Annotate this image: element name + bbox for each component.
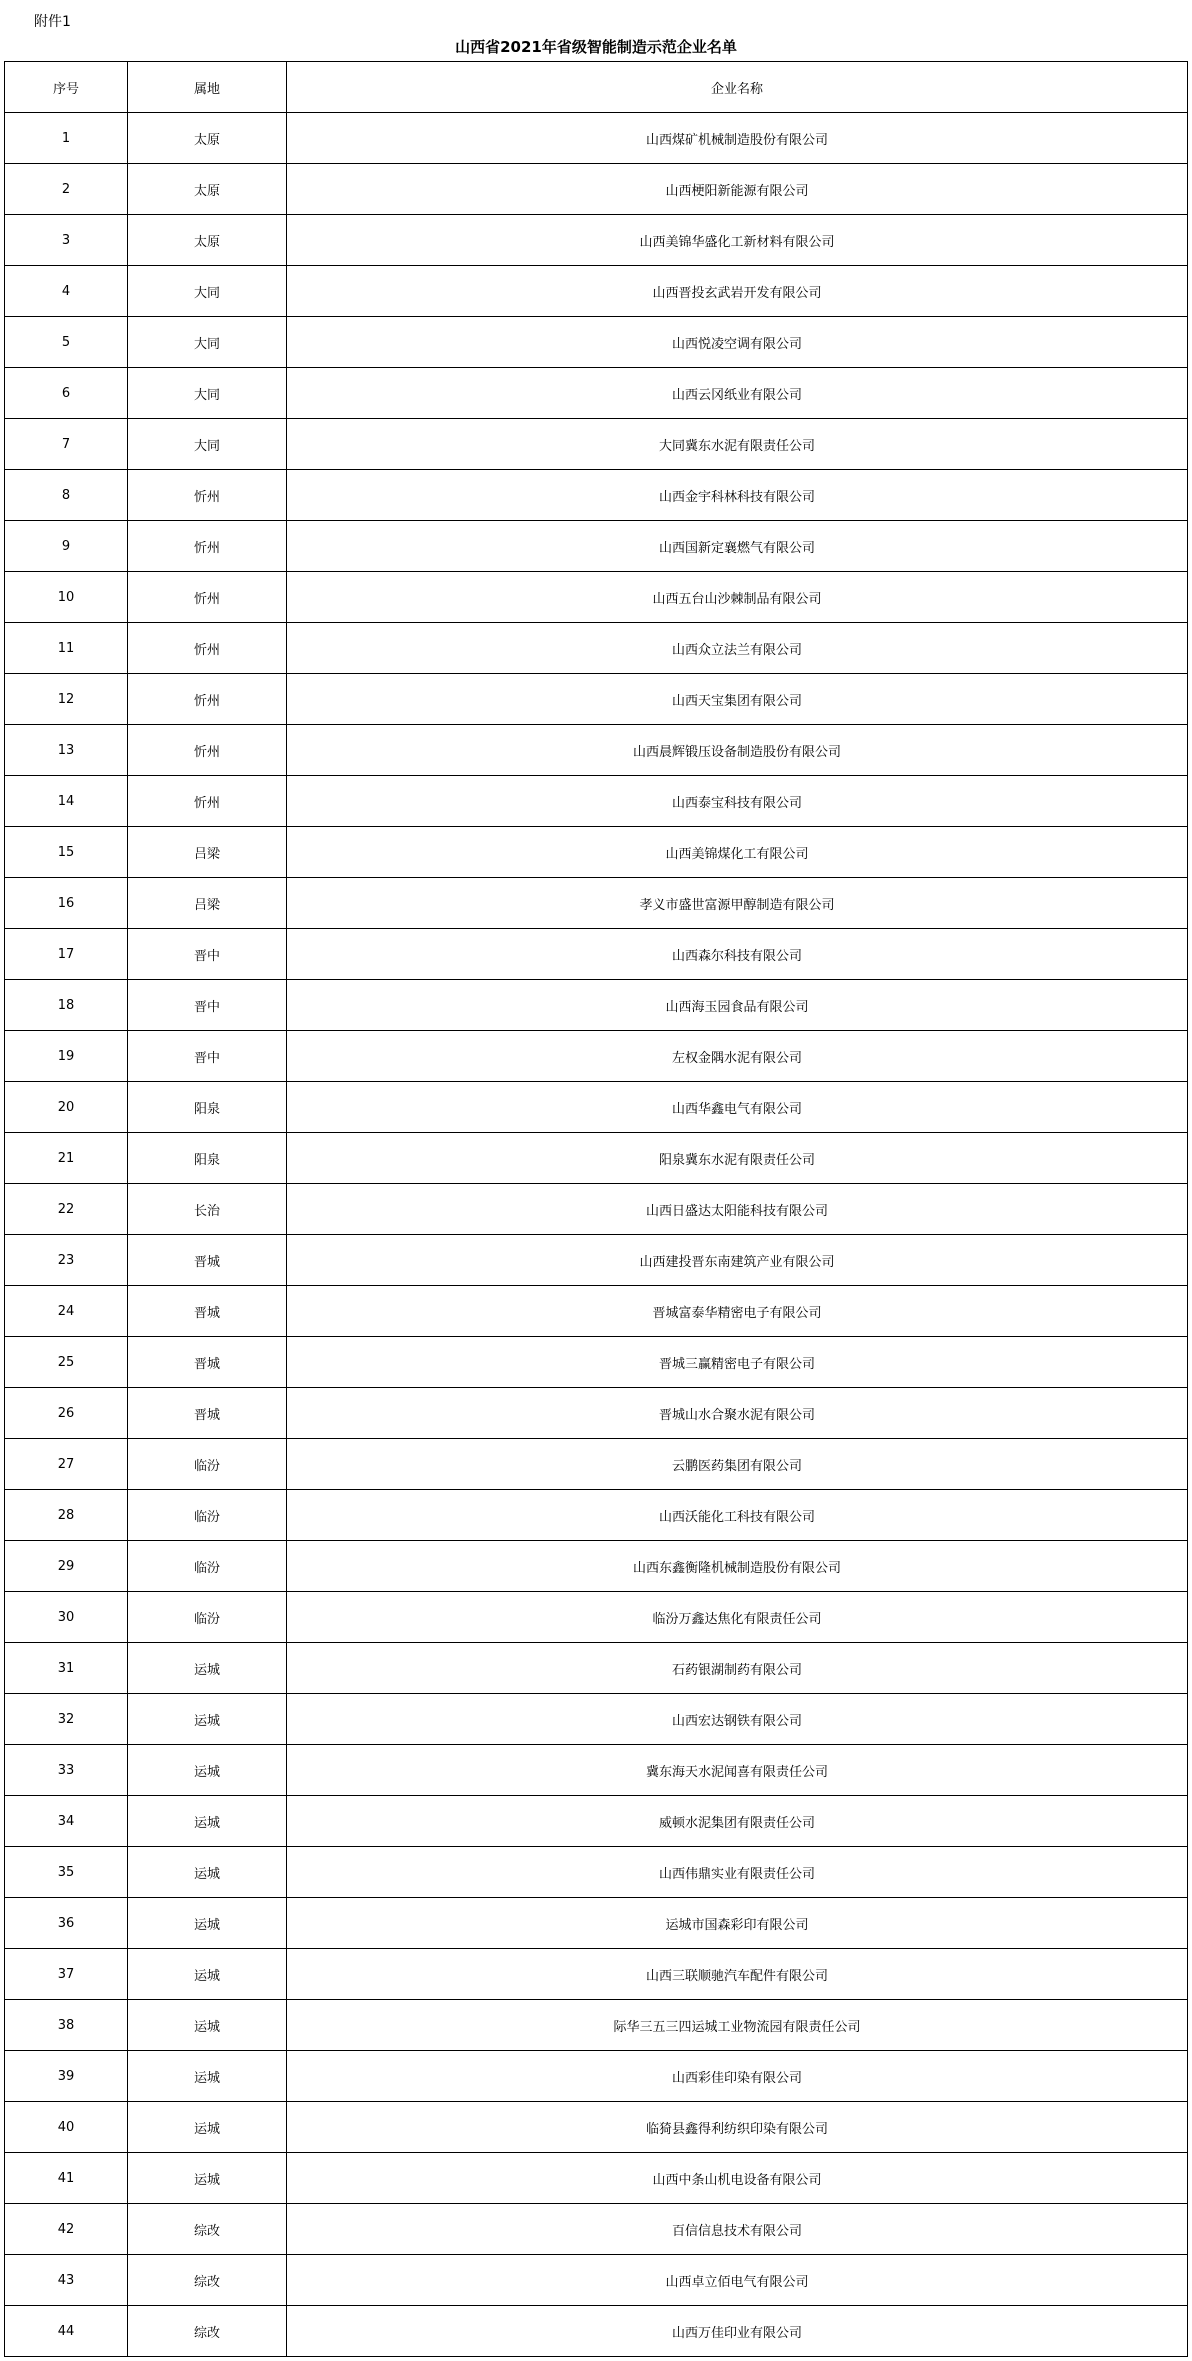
- attachment-label: 附件1: [34, 14, 71, 30]
- table-row: [5, 1694, 1188, 1745]
- cell-company: 山西众立法兰有限公司: [287, 623, 1188, 674]
- cell-no: 35: [5, 1847, 128, 1898]
- cell-location: 太原: [128, 215, 287, 266]
- cell-location: 晋城: [128, 1235, 287, 1286]
- cell-no: 3: [5, 215, 128, 266]
- cell-location: 综改: [128, 2204, 287, 2255]
- cell-no: 38: [5, 2000, 128, 2051]
- table-row: [5, 1439, 1188, 1490]
- cell-location: 运城: [128, 1643, 287, 1694]
- cell-company: 云鹏医药集团有限公司: [287, 1439, 1188, 1490]
- cell-no: 28: [5, 1490, 128, 1541]
- cell-location: 综改: [128, 2255, 287, 2306]
- cell-location: 运城: [128, 1949, 287, 2000]
- cell-no: 5: [5, 317, 128, 368]
- table-row: [5, 1796, 1188, 1847]
- table-row: [5, 164, 1188, 215]
- cell-company: 冀东海天水泥闻喜有限责任公司: [287, 1745, 1188, 1796]
- cell-location: 运城: [128, 1694, 287, 1745]
- header-no: 序号: [5, 62, 128, 113]
- cell-no: 39: [5, 2051, 128, 2102]
- cell-no: 40: [5, 2102, 128, 2153]
- table-row: [5, 1949, 1188, 2000]
- cell-location: 运城: [128, 2102, 287, 2153]
- cell-no: 14: [5, 776, 128, 827]
- table-row: [5, 1592, 1188, 1643]
- cell-company: 山西万佳印业有限公司: [287, 2306, 1188, 2357]
- table-row: [5, 2051, 1188, 2102]
- cell-no: 15: [5, 827, 128, 878]
- cell-company: 山西晨辉锻压设备制造股份有限公司: [287, 725, 1188, 776]
- cell-no: 19: [5, 1031, 128, 1082]
- cell-no: 41: [5, 2153, 128, 2204]
- cell-no: 23: [5, 1235, 128, 1286]
- cell-location: 大同: [128, 317, 287, 368]
- table-row: [5, 1031, 1188, 1082]
- table-row: [5, 1082, 1188, 1133]
- table-row: [5, 2000, 1188, 2051]
- cell-no: 34: [5, 1796, 128, 1847]
- cell-no: 43: [5, 2255, 128, 2306]
- table-row: [5, 2153, 1188, 2204]
- cell-location: 大同: [128, 266, 287, 317]
- cell-company: 山西悦凌空调有限公司: [287, 317, 1188, 368]
- cell-no: 7: [5, 419, 128, 470]
- cell-location: 吕梁: [128, 878, 287, 929]
- cell-company: 山西五台山沙棘制品有限公司: [287, 572, 1188, 623]
- cell-location: 长治: [128, 1184, 287, 1235]
- cell-company: 山西宏达钢铁有限公司: [287, 1694, 1188, 1745]
- table-row: [5, 215, 1188, 266]
- table-row: [5, 317, 1188, 368]
- table-row: [5, 1184, 1188, 1235]
- cell-company: 山西日盛达太阳能科技有限公司: [287, 1184, 1188, 1235]
- cell-no: 32: [5, 1694, 128, 1745]
- table-row: [5, 827, 1188, 878]
- cell-no: 29: [5, 1541, 128, 1592]
- cell-company: 山西天宝集团有限公司: [287, 674, 1188, 725]
- cell-company: 山西三联顺驰汽车配件有限公司: [287, 1949, 1188, 2000]
- table-row: [5, 521, 1188, 572]
- table-row: [5, 1541, 1188, 1592]
- cell-location: 晋中: [128, 929, 287, 980]
- cell-company: 山西云冈纸业有限公司: [287, 368, 1188, 419]
- table-row: [5, 776, 1188, 827]
- cell-location: 阳泉: [128, 1133, 287, 1184]
- cell-location: 综改: [128, 2306, 287, 2357]
- cell-company: 山西建投晋东南建筑产业有限公司: [287, 1235, 1188, 1286]
- cell-company: 山西美锦华盛化工新材料有限公司: [287, 215, 1188, 266]
- table-row: [5, 674, 1188, 725]
- cell-company: 运城市国森彩印有限公司: [287, 1898, 1188, 1949]
- cell-company: 山西东鑫衡隆机械制造股份有限公司: [287, 1541, 1188, 1592]
- cell-no: 27: [5, 1439, 128, 1490]
- cell-location: 晋城: [128, 1286, 287, 1337]
- table-row: [5, 1745, 1188, 1796]
- cell-company: 山西彩佳印染有限公司: [287, 2051, 1188, 2102]
- table-row: [5, 470, 1188, 521]
- table-row: [5, 1898, 1188, 1949]
- cell-company: 左权金隅水泥有限公司: [287, 1031, 1188, 1082]
- table-row: [5, 1337, 1188, 1388]
- header-location: 属地: [128, 62, 287, 113]
- cell-location: 晋城: [128, 1337, 287, 1388]
- cell-no: 37: [5, 1949, 128, 2000]
- cell-location: 运城: [128, 2051, 287, 2102]
- cell-location: 忻州: [128, 572, 287, 623]
- cell-company: 阳泉冀东水泥有限责任公司: [287, 1133, 1188, 1184]
- page-title: 山西省2021年省级智能制造示范企业名单: [455, 38, 737, 56]
- cell-no: 8: [5, 470, 128, 521]
- cell-no: 36: [5, 1898, 128, 1949]
- cell-no: 18: [5, 980, 128, 1031]
- table-row: [5, 419, 1188, 470]
- cell-location: 运城: [128, 1796, 287, 1847]
- table-row: [5, 2102, 1188, 2153]
- cell-location: 太原: [128, 113, 287, 164]
- cell-company: 山西煤矿机械制造股份有限公司: [287, 113, 1188, 164]
- cell-location: 忻州: [128, 623, 287, 674]
- cell-company: 际华三五三四运城工业物流园有限责任公司: [287, 2000, 1188, 2051]
- cell-location: 阳泉: [128, 1082, 287, 1133]
- cell-location: 忻州: [128, 725, 287, 776]
- cell-no: 6: [5, 368, 128, 419]
- cell-no: 31: [5, 1643, 128, 1694]
- cell-no: 42: [5, 2204, 128, 2255]
- table-row: [5, 1133, 1188, 1184]
- cell-no: 11: [5, 623, 128, 674]
- table-body: [5, 113, 1188, 2357]
- cell-location: 运城: [128, 2153, 287, 2204]
- table-row: [5, 1847, 1188, 1898]
- table-row: [5, 266, 1188, 317]
- cell-company: 山西卓立佰电气有限公司: [287, 2255, 1188, 2306]
- cell-no: 9: [5, 521, 128, 572]
- cell-no: 33: [5, 1745, 128, 1796]
- cell-no: 20: [5, 1082, 128, 1133]
- cell-company: 晋城富泰华精密电子有限公司: [287, 1286, 1188, 1337]
- cell-company: 晋城三赢精密电子有限公司: [287, 1337, 1188, 1388]
- table-row: [5, 1235, 1188, 1286]
- cell-location: 太原: [128, 164, 287, 215]
- table-row: [5, 623, 1188, 674]
- cell-location: 运城: [128, 1847, 287, 1898]
- cell-no: 10: [5, 572, 128, 623]
- table-row: [5, 2204, 1188, 2255]
- table-row: [5, 725, 1188, 776]
- cell-company: 山西金宇科林科技有限公司: [287, 470, 1188, 521]
- cell-company: 山西海玉园食品有限公司: [287, 980, 1188, 1031]
- table-row: [5, 2306, 1188, 2357]
- table-row: [5, 368, 1188, 419]
- header-company: 企业名称: [287, 62, 1188, 113]
- cell-no: 16: [5, 878, 128, 929]
- cell-location: 忻州: [128, 674, 287, 725]
- cell-location: 忻州: [128, 470, 287, 521]
- cell-company: 孝义市盛世富源甲醇制造有限公司: [287, 878, 1188, 929]
- cell-company: 大同冀东水泥有限责任公司: [287, 419, 1188, 470]
- cell-no: 24: [5, 1286, 128, 1337]
- cell-location: 临汾: [128, 1439, 287, 1490]
- cell-no: 4: [5, 266, 128, 317]
- table-row: [5, 1643, 1188, 1694]
- cell-location: 临汾: [128, 1541, 287, 1592]
- cell-location: 临汾: [128, 1490, 287, 1541]
- cell-location: 晋城: [128, 1388, 287, 1439]
- cell-location: 运城: [128, 2000, 287, 2051]
- table-row: [5, 878, 1188, 929]
- cell-location: 大同: [128, 419, 287, 470]
- cell-location: 运城: [128, 1745, 287, 1796]
- enterprise-table: [4, 61, 1188, 2357]
- cell-no: 12: [5, 674, 128, 725]
- cell-no: 2: [5, 164, 128, 215]
- cell-company: 百信信息技术有限公司: [287, 2204, 1188, 2255]
- table-header-row: [5, 62, 1188, 113]
- cell-company: 山西伟鼎实业有限责任公司: [287, 1847, 1188, 1898]
- cell-location: 吕梁: [128, 827, 287, 878]
- table-row: [5, 929, 1188, 980]
- cell-no: 21: [5, 1133, 128, 1184]
- table-row: [5, 1286, 1188, 1337]
- cell-no: 1: [5, 113, 128, 164]
- table-row: [5, 980, 1188, 1031]
- cell-company: 山西晋投玄武岩开发有限公司: [287, 266, 1188, 317]
- cell-company: 山西美锦煤化工有限公司: [287, 827, 1188, 878]
- cell-location: 忻州: [128, 776, 287, 827]
- cell-company: 山西中条山机电设备有限公司: [287, 2153, 1188, 2204]
- cell-company: 临猗县鑫得利纺织印染有限公司: [287, 2102, 1188, 2153]
- cell-company: 临汾万鑫达焦化有限责任公司: [287, 1592, 1188, 1643]
- cell-no: 17: [5, 929, 128, 980]
- cell-company: 山西华鑫电气有限公司: [287, 1082, 1188, 1133]
- cell-no: 25: [5, 1337, 128, 1388]
- cell-no: 13: [5, 725, 128, 776]
- cell-location: 晋中: [128, 980, 287, 1031]
- table-row: [5, 1490, 1188, 1541]
- cell-location: 忻州: [128, 521, 287, 572]
- cell-company: 山西国新定襄燃气有限公司: [287, 521, 1188, 572]
- cell-company: 山西泰宝科技有限公司: [287, 776, 1188, 827]
- cell-location: 临汾: [128, 1592, 287, 1643]
- cell-location: 晋中: [128, 1031, 287, 1082]
- cell-company: 威顿水泥集团有限责任公司: [287, 1796, 1188, 1847]
- cell-company: 石药银湖制药有限公司: [287, 1643, 1188, 1694]
- cell-location: 大同: [128, 368, 287, 419]
- cell-company: 山西森尔科技有限公司: [287, 929, 1188, 980]
- table-row: [5, 113, 1188, 164]
- cell-no: 30: [5, 1592, 128, 1643]
- cell-company: 晋城山水合聚水泥有限公司: [287, 1388, 1188, 1439]
- cell-company: 山西梗阳新能源有限公司: [287, 164, 1188, 215]
- cell-no: 44: [5, 2306, 128, 2357]
- cell-company: 山西沃能化工科技有限公司: [287, 1490, 1188, 1541]
- table-row: [5, 1388, 1188, 1439]
- cell-no: 22: [5, 1184, 128, 1235]
- table-row: [5, 572, 1188, 623]
- cell-location: 运城: [128, 1898, 287, 1949]
- cell-no: 26: [5, 1388, 128, 1439]
- table-row: [5, 2255, 1188, 2306]
